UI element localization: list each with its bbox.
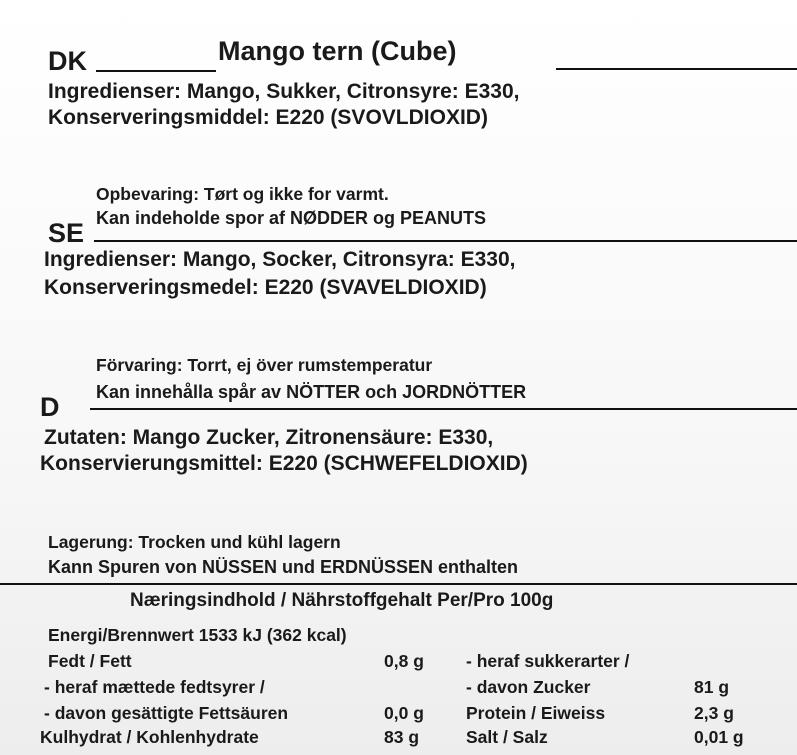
nutrition-saturates-value: 0,0 g [384, 703, 424, 723]
nutrition-sugars-label-de: - davon Zucker [466, 677, 591, 697]
product-title: Mango tern (Cube) [218, 36, 457, 66]
dk-storage: Opbevaring: Tørt og ikke for varmt. [96, 184, 389, 204]
nutrition-divider [0, 583, 797, 585]
dk-ingredients: Ingredienser: Mango, Sukker, Citronsyre: E330, [48, 80, 520, 103]
d-divider [90, 408, 797, 410]
lang-code-se: SE [48, 218, 85, 248]
nutrition-saturates-label-dk: - heraf mættede fedtsyrer / [44, 677, 265, 697]
nutrition-carbs-value: 83 g [384, 727, 420, 747]
dk-allergens: Kan indeholde spor af NØDDER og PEANUTS [96, 208, 487, 228]
se-preservative: Konserveringsmedel: E220 (SVAVELDIOXID) [44, 276, 487, 299]
nutrition-carbs-label: Kulhydrat / Kohlenhydrate [40, 727, 259, 747]
se-storage: Förvaring: Torrt, ej över rumstemperatur [96, 355, 433, 375]
lang-code-dk: DK [48, 46, 87, 76]
nutrition-saturates-label-de: - davon gesättigte Fettsäuren [44, 703, 289, 723]
nutrition-sugars-value: 81 g [694, 677, 730, 697]
nutrition-salt-value: 0,01 g [694, 727, 744, 747]
d-ingredients: Zutaten: Mango Zucker, Zitronensäure: E330, [44, 426, 494, 449]
title-underline-right [556, 68, 797, 70]
se-ingredients: Ingredienser: Mango, Socker, Citronsyra: E330, [44, 248, 516, 271]
nutrition-salt-label: Salt / Salz [466, 727, 548, 747]
nutrition-fat-value: 0,8 g [384, 651, 424, 671]
nutrition-energy: Energi/Brennwert 1533 kJ (362 kcal) [48, 625, 347, 645]
nutrition-protein-value: 2,3 g [694, 703, 734, 723]
lang-code-d: D [40, 392, 60, 422]
title-underline-left [96, 70, 216, 72]
nutrition-sugars-label-dk: - heraf sukkerarter / [466, 651, 630, 671]
dk-preservative: Konserveringsmiddel: E220 (SVOVLDIOXID) [48, 106, 488, 129]
d-storage: Lagerung: Trocken und kühl lagern [48, 532, 341, 552]
nutrition-fat-label: Fedt / Fett [48, 651, 132, 671]
se-allergens: Kan innehålla spår av NÖTTER och JORDNÖTTER [96, 382, 527, 402]
nutrition-heading: Næringsindhold / Nährstoffgehalt Per/Pro 100g [130, 590, 554, 611]
se-divider [94, 240, 797, 242]
d-preservative: Konservierungsmittel: E220 (SCHWEFELDIOXID) [40, 452, 528, 475]
nutrition-protein-label: Protein / Eiweiss [466, 703, 606, 723]
d-allergens: Kann Spuren von NÜSSEN und ERDNÜSSEN enthalten [48, 557, 519, 577]
